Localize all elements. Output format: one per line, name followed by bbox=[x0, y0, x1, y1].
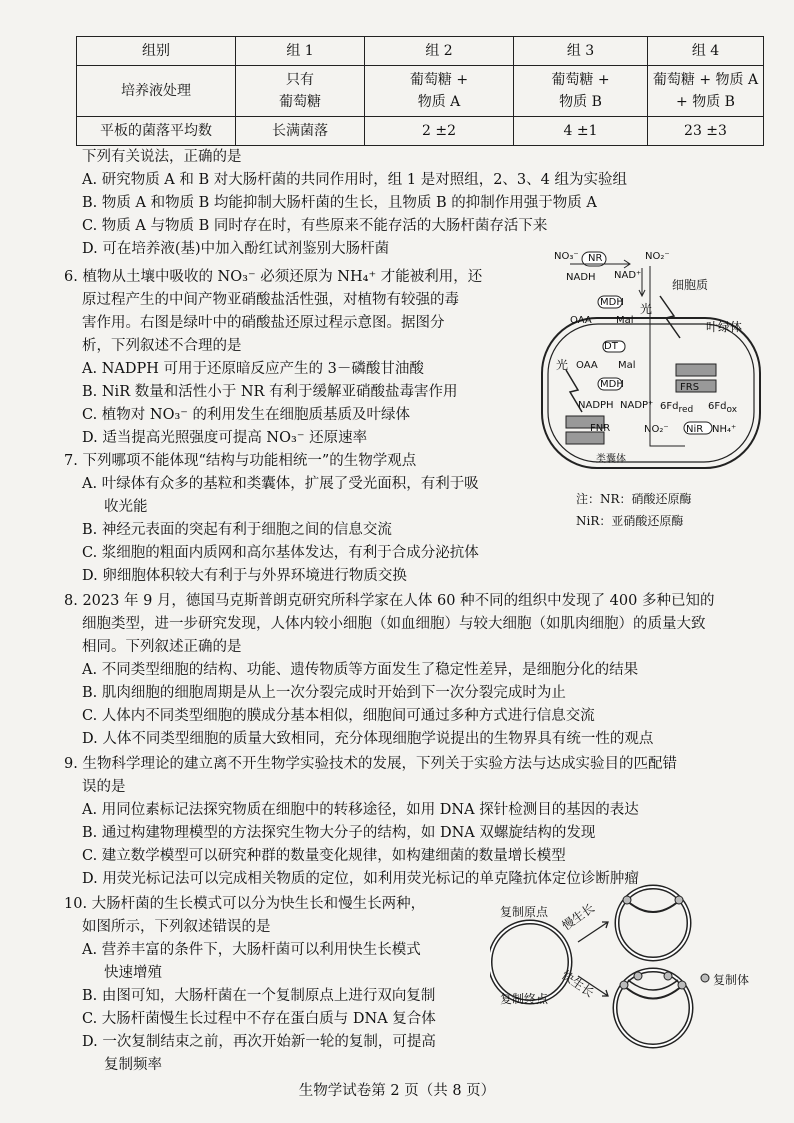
table-header-cell: 组 4 bbox=[648, 37, 764, 66]
chloroplast-label: 叶绿体 bbox=[706, 320, 743, 334]
table-cell bbox=[514, 66, 648, 117]
diagram-label: MDH bbox=[600, 379, 624, 390]
slow-growth-label: 慢生长 bbox=[559, 900, 598, 933]
cell-line: 葡萄糖 + bbox=[551, 72, 610, 88]
cell-line: 物质 A bbox=[417, 94, 461, 110]
q6-stem-line: 6. 植物从土壤中吸收的 NO₃⁻ 必须还原为 NH₄⁺ 才能被利用，还 bbox=[64, 269, 483, 285]
table-row-label: 培养液处理 bbox=[77, 66, 236, 117]
q10-option-a: A. 营养丰富的条件下，大肠杆菌可以利用快生长模式 bbox=[82, 942, 421, 958]
table-cell: 2 ±2 bbox=[365, 117, 514, 146]
q7-option-a-cont: 收光能 bbox=[104, 499, 148, 515]
cell-line: 葡萄糖 + bbox=[409, 72, 469, 88]
experiment-table bbox=[76, 36, 764, 146]
q9-option-d: D. 用荧光标记法可以完成相关物质的定位，如利用荧光标记的单克隆抗体定位诊断肿瘤 bbox=[82, 871, 639, 887]
fd-ox: 6Fd bbox=[708, 401, 727, 412]
diagram-label: NADH bbox=[566, 272, 596, 283]
q9-option-b: B. 通过构建物理模型的方法探究生物大分子的结构，如 DNA 双螺旋结构的发现 bbox=[82, 825, 596, 841]
diagram-label: OAA bbox=[570, 315, 592, 326]
table-row bbox=[77, 66, 764, 117]
diagram-label: NADPH bbox=[578, 400, 614, 411]
q8-option-b: B. 肌肉细胞的细胞周期是从上一次分裂完成时开始到下一次分裂完成时为止 bbox=[82, 685, 566, 701]
q9-stem-line: 误的是 bbox=[82, 779, 126, 795]
diagram-label: 类囊体 bbox=[596, 454, 626, 465]
q10-option-a-cont: 快速增殖 bbox=[104, 965, 162, 981]
diagram-label: DT bbox=[604, 341, 618, 352]
diagram-label: Mal bbox=[616, 315, 634, 326]
diagram-label: NADP⁺ bbox=[620, 400, 654, 411]
diagram-label: FRS bbox=[680, 382, 700, 393]
q10-option-c: C. 大肠杆菌慢生长过程中不存在蛋白质与 DNA 复合体 bbox=[82, 1011, 436, 1027]
q6-stem-line: 原过程产生的中间产物亚硝酸盐活性强，对植物有较强的毒 bbox=[82, 292, 459, 308]
light-label: 光 bbox=[640, 302, 653, 316]
table-header-row bbox=[77, 37, 764, 66]
diagram-note: 注：NR：硝酸还原酶 bbox=[576, 492, 692, 506]
diagram-label: NR bbox=[588, 253, 603, 264]
table-cell: 4 ±1 bbox=[514, 117, 648, 146]
fd-ox-sub: ox bbox=[726, 405, 738, 415]
table-header-cell: 组 3 bbox=[514, 37, 648, 66]
q5-option-b: B. 物质 A 和物质 B 均能抑制大肠杆菌的生长，且物质 B 的抑制作用强于物质 A bbox=[82, 195, 597, 211]
q8-stem-line: 相同。下列叙述正确的是 bbox=[82, 639, 242, 655]
diagram-label bbox=[708, 401, 737, 415]
q5-option-d: D. 可在培养液(基)中加入酚红试剂鉴别大肠杆菌 bbox=[82, 241, 390, 257]
q6-option-d: D. 适当提高光照强度可提高 NO₃⁻ 还原速率 bbox=[82, 430, 368, 446]
q10-option-d: D. 一次复制结束之前，再次开始新一轮的复制，可提高 bbox=[82, 1034, 436, 1050]
diagram-label: NO₂⁻ bbox=[644, 424, 669, 435]
table-cell: 23 ±3 bbox=[648, 117, 764, 146]
diagram-label: MDH bbox=[600, 297, 624, 308]
q5-option-a: A. 研究物质 A 和 B 对大肠杆菌的共同作用时，组 1 是对照组，2、3、4 组为实验组 bbox=[82, 172, 627, 188]
q8-stem-line: 细胞类型，进一步研究发现，人体内较小细胞（如血细胞）与较大细胞（如肌肉细胞）的质量大致 bbox=[82, 616, 706, 632]
q6-stem-line: 害作用。右图是绿叶中的硝酸盐还原过程示意图。据图分 bbox=[82, 315, 445, 331]
cell-line: + 物质 B bbox=[676, 94, 735, 110]
diagram-note: NiR：亚硝酸还原酶 bbox=[576, 514, 684, 528]
diagram-label: Mal bbox=[618, 360, 636, 371]
cell-line: 葡萄糖 bbox=[279, 94, 321, 110]
origin-label: 复制原点 bbox=[500, 905, 549, 919]
diagram-label: FNR bbox=[590, 423, 611, 434]
fd-red-sub: red bbox=[678, 405, 694, 415]
q9-option-c: C. 建立数学模型可以研究种群的数量变化规律，如构建细菌的数量增长模型 bbox=[82, 848, 566, 864]
light-label: 光 bbox=[556, 358, 569, 372]
table-header-cell: 组别 bbox=[77, 37, 236, 66]
diagram-label: NAD⁺ bbox=[614, 270, 642, 281]
q9-option-a: A. 用同位素标记法探究物质在细胞中的转移途径，如用 DNA 探针检测目的基因的表达 bbox=[82, 802, 639, 818]
table-cell bbox=[365, 66, 514, 117]
q6-option-b: B. NiR 数量和活性小于 NR 有利于缓解亚硝酸盐毒害作用 bbox=[82, 384, 458, 400]
q10-stem-line: 如图所示，下列叙述错误的是 bbox=[82, 919, 271, 935]
diagram-label bbox=[660, 401, 693, 415]
q6-stem-line: 析，下列叙述不合理的是 bbox=[82, 338, 242, 354]
table-row-label: 平板的菌落平均数 bbox=[77, 117, 236, 146]
fast-growth-label: 快生长 bbox=[558, 967, 597, 1000]
diagram-label: NiR bbox=[686, 424, 704, 435]
q10-option-b: B. 由图可知，大肠杆菌在一个复制原点上进行双向复制 bbox=[82, 988, 436, 1004]
diagram-label: NO₃⁻ bbox=[554, 251, 579, 262]
q7-option-b: B. 神经元表面的突起有利于细胞之间的信息交流 bbox=[82, 522, 392, 538]
q6-option-c: C. 植物对 NO₃⁻ 的利用发生在细胞质基质及叶绿体 bbox=[82, 407, 411, 423]
table-header-cell: 组 2 bbox=[365, 37, 514, 66]
q6-option-a: A. NADPH 可用于还原暗反应产生的 3－磷酸甘油酸 bbox=[82, 361, 424, 377]
cell-line: 只有 bbox=[286, 72, 314, 88]
q10-stem-line: 10. 大肠杆菌的生长模式可以分为快生长和慢生长两种， bbox=[64, 896, 426, 912]
replisome-label: 复制体 bbox=[713, 973, 750, 987]
cell-line: 物质 B bbox=[559, 94, 602, 110]
q8-stem-line: 8. 2023 年 9 月，德国马克斯普朗克研究所科学家在人体 60 种不同的组织中发现了 400 多种已知的 bbox=[64, 593, 715, 609]
diagram-label: OAA bbox=[576, 360, 598, 371]
cell-line: 葡萄糖 + 物质 A bbox=[652, 72, 759, 88]
table-row bbox=[77, 117, 764, 146]
q7-stem: 7. 下列哪项不能体现“结构与功能相统一”的生物学观点 bbox=[64, 453, 417, 469]
q5-option-c: C. 物质 A 与物质 B 同时存在时，有些原来不能存活的大肠杆菌存活下来 bbox=[82, 218, 548, 234]
q7-option-c: C. 浆细胞的粗面内质网和高尔基体发达，有利于合成分泌抗体 bbox=[82, 545, 479, 561]
diagram-label: NO₂⁻ bbox=[645, 251, 670, 262]
q10-option-d-cont: 复制频率 bbox=[104, 1057, 162, 1073]
diagram-label: NH₄⁺ bbox=[712, 424, 737, 435]
q8-option-d: D. 人体不同类型细胞的质量大致相同，充分体现细胞学说提出的生物界具有统一性的观点 bbox=[82, 731, 654, 747]
cytoplasm-label: 细胞质 bbox=[672, 278, 709, 292]
page-footer: 生物学试卷第 2 页（共 8 页） bbox=[298, 1083, 496, 1099]
table-cell: 长满菌落 bbox=[236, 117, 365, 146]
q7-option-d: D. 卵细胞体积较大有利于与外界环境进行物质交换 bbox=[82, 568, 407, 584]
fd-red: 6Fd bbox=[660, 401, 679, 412]
table-cell bbox=[648, 66, 764, 117]
q9-stem-line: 9. 生物科学理论的建立离不开生物学实验技术的发展，下列关于实验方法与达成实验目的匹配错 bbox=[64, 756, 677, 772]
terminus-label: 复制终点 bbox=[500, 992, 549, 1006]
q7-option-a: A. 叶绿体有众多的基粒和类囊体，扩展了受光面积，有利于吸 bbox=[82, 476, 479, 492]
table-header-cell: 组 1 bbox=[236, 37, 365, 66]
q5-stem: 下列有关说法，正确的是 bbox=[82, 149, 242, 165]
table-cell bbox=[236, 66, 365, 117]
q8-option-a: A. 不同类型细胞的结构、功能、遗传物质等方面发生了稳定性差异，是细胞分化的结果 bbox=[82, 662, 639, 678]
q8-option-c: C. 人体内不同类型细胞的膜成分基本相似，细胞间可通过多种方式进行信息交流 bbox=[82, 708, 595, 724]
